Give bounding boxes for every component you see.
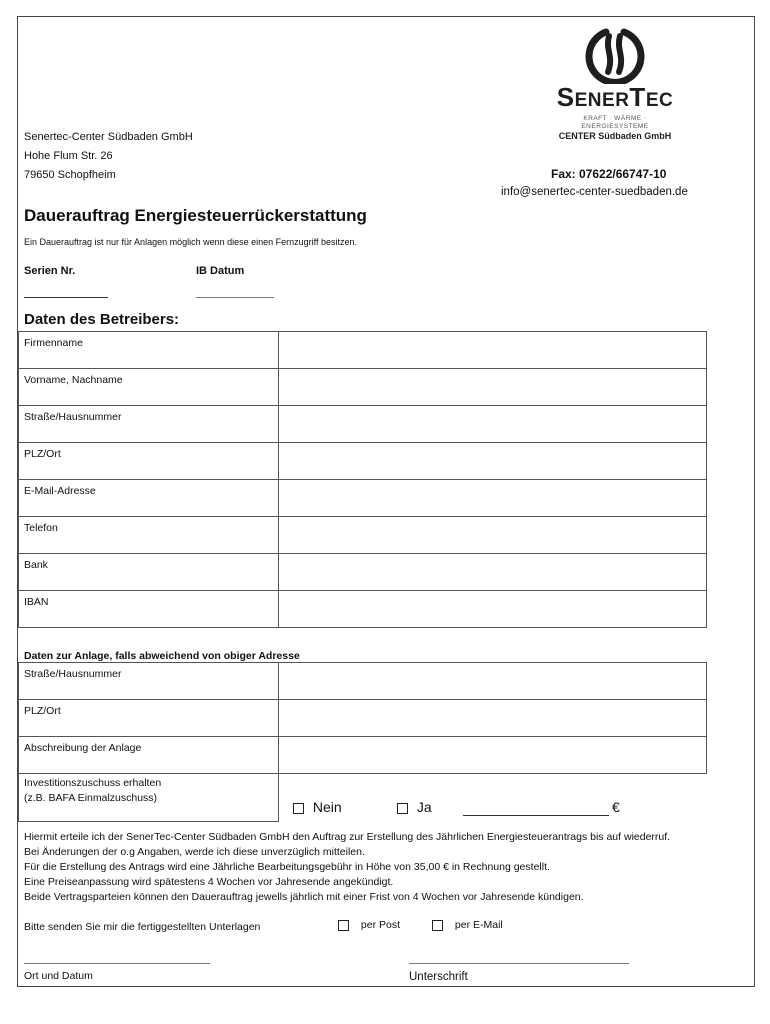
delivery-post-option[interactable] <box>338 919 400 931</box>
table-row <box>19 480 707 517</box>
field-value-company[interactable] <box>279 332 707 369</box>
logo-wordmark: SENERTEC <box>556 82 674 112</box>
field-value-bank[interactable] <box>279 554 707 591</box>
field-value-email[interactable] <box>279 480 707 517</box>
table-row <box>19 554 707 591</box>
subsidy-label-line2: (z.B. BAFA Einmalzuschuss) <box>24 792 158 804</box>
subsidy-label-line1: Investitionszuschuss erhalten <box>24 777 162 789</box>
terms-line: Beide Vertragsparteien können den Dauerauftrag jewells jährlich mit einer Frist von 4 Wochen vor Jahresende kündigen. <box>24 891 584 903</box>
plant-section-title: Daten zur Anlage, falls abweichend von obiger Adresse <box>24 650 300 662</box>
plant-label-zip-city: PLZ/Ort <box>19 700 279 737</box>
operator-data-table <box>18 331 707 628</box>
field-value-name[interactable] <box>279 369 707 406</box>
ib-date-label: IB Datum <box>196 265 245 277</box>
plant-value-depreciation[interactable] <box>279 737 707 774</box>
senertec-logo <box>549 26 681 142</box>
delivery-email-checkbox[interactable] <box>432 920 443 931</box>
fax-number: Fax: 07622/66747-10 <box>551 167 667 181</box>
table-row <box>19 369 707 406</box>
subsidy-yes-label: Ja <box>416 799 432 815</box>
subsidy-no-checkbox[interactable] <box>293 803 304 814</box>
field-label-iban: IBAN <box>19 591 279 628</box>
field-value-phone[interactable] <box>279 517 707 554</box>
terms-line: Für die Erstellung des Antrags wird eine Jährliche Bearbeitungsgebühr in Höhe von 35,00 € in Rechnung gestellt. <box>24 861 550 873</box>
terms-line: Hiermit erteile ich der SenerTec-Center Südbaden GmbH den Auftrag zur Erstellung des Jährlichen Energiesteuerantrags bis auf wiederruf. <box>24 831 671 843</box>
plant-label-subsidy <box>19 774 279 822</box>
table-row <box>19 517 707 554</box>
table-row <box>19 443 707 480</box>
table-row <box>19 332 707 369</box>
subsidy-no-option[interactable] <box>293 799 342 815</box>
subsidy-currency: € <box>612 799 620 815</box>
plant-data-table <box>18 662 707 822</box>
address-city: 79650 Schopfheim <box>24 169 116 181</box>
place-date-line[interactable] <box>24 963 210 964</box>
subsidy-yes-option[interactable] <box>397 799 432 815</box>
subsidy-amount-field[interactable] <box>463 815 609 816</box>
field-value-iban[interactable] <box>279 591 707 628</box>
field-label-email: E-Mail-Adresse <box>19 480 279 517</box>
table-row <box>19 591 707 628</box>
field-label-phone: Telefon <box>19 517 279 554</box>
field-label-bank: Bank <box>19 554 279 591</box>
senertec-logo-icon <box>584 26 646 84</box>
terms-line: Bei Änderungen der o.g Angaben, werde ich diese unverzüglich mitteilen. <box>24 846 365 858</box>
serial-number-label: Serien Nr. <box>24 265 76 277</box>
address-company: Senertec-Center Südbaden GmbH <box>24 131 193 143</box>
serial-number-blank[interactable] <box>24 297 108 298</box>
table-row <box>19 406 707 443</box>
field-value-zip-city[interactable] <box>279 443 707 480</box>
delivery-label: Bitte senden Sie mir die fertiggestellten Unterlagen <box>24 921 261 933</box>
field-label-street: Straße/Hausnummer <box>19 406 279 443</box>
delivery-email-label: per E-Mail <box>454 919 503 931</box>
signature-label: Unterschrift <box>409 971 468 983</box>
table-row <box>19 663 707 700</box>
terms-line: Eine Preiseanpassung wird spätestens 4 Wochen vor Jahresende angekündigt. <box>24 876 394 888</box>
email-address: info@senertec-center-suedbaden.de <box>501 186 688 198</box>
logo-tagline: KRAFT · WÄRME · ENERGIESYSTEME <box>581 115 649 130</box>
table-row <box>19 737 707 774</box>
page-title: Dauerauftrag Energiesteuerrückerstattung <box>24 206 367 225</box>
field-label-zip-city: PLZ/Ort <box>19 443 279 480</box>
operator-section-title: Daten des Betreibers: <box>24 311 180 328</box>
field-value-street[interactable] <box>279 406 707 443</box>
remote-access-note: Ein Dauerauftrag ist nur für Anlagen möglich wenn diese einen Fernzugriff besitzen. <box>24 237 358 247</box>
ib-date-blank[interactable] <box>196 297 274 298</box>
subsidy-yes-checkbox[interactable] <box>397 803 408 814</box>
address-street: Hohe Flum Str. 26 <box>24 150 113 162</box>
delivery-post-checkbox[interactable] <box>338 920 349 931</box>
place-date-label: Ort und Datum <box>24 970 93 982</box>
plant-value-zip-city[interactable] <box>279 700 707 737</box>
delivery-email-option[interactable] <box>432 919 503 931</box>
plant-label-depreciation: Abschreibung der Anlage <box>19 737 279 774</box>
table-row <box>19 700 707 737</box>
terms-text <box>24 830 754 905</box>
signature-line[interactable] <box>409 963 629 964</box>
field-label-name: Vorname, Nachname <box>19 369 279 406</box>
subsidy-no-label: Nein <box>312 799 342 815</box>
plant-label-street: Straße/Hausnummer <box>19 663 279 700</box>
field-label-company: Firmenname <box>19 332 279 369</box>
delivery-post-label: per Post <box>360 919 401 931</box>
plant-value-street[interactable] <box>279 663 707 700</box>
logo-center-name: CENTER Südbaden GmbH <box>558 131 672 141</box>
